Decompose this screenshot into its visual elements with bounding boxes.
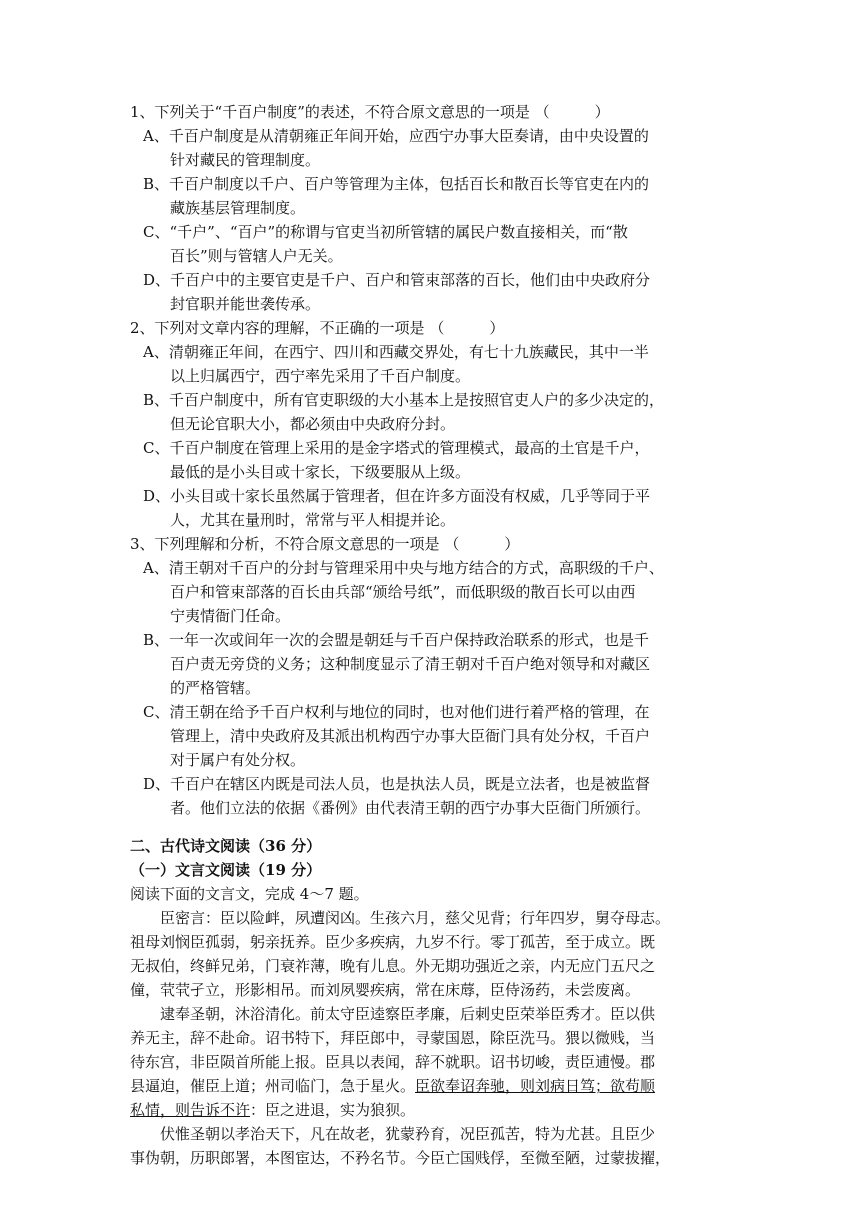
option-line: 封官职并能世袭传承。 — [170, 295, 321, 313]
option-line: 管理上，清中央政府及其派出机构西宁办事大臣衙门具有处分权，千百户 — [170, 727, 651, 745]
option-line: B、千百户制度中，所有官吏职级的大小基本上是按照官吏人户的多少决定的， — [143, 391, 665, 409]
passage-line — [130, 1098, 735, 1122]
underlined-sentence: 臣欲奉诏奔驰，则刘病日笃；欲苟顺 — [415, 1077, 656, 1095]
passage-line: 待东宫，非臣陨首所能上报。臣具以表闻，辞不就职。诏书切峻，责臣逋慢。郡 — [130, 1053, 656, 1071]
passage-text: 县逼迫，催臣上道；州司临门，急于星火。 — [130, 1077, 416, 1095]
underlined-sentence: 私情，则告诉不许 — [130, 1101, 251, 1119]
option-line: D、千百户在辖区内既是司法人员，也是执法人员，既是立法者，也是被监督 — [143, 775, 651, 793]
question-3-option-d — [130, 772, 735, 820]
reading-instruction: 阅读下面的文言文，完成 4～7 题。 — [130, 885, 369, 903]
option-line: 以上归属西宁，西宁率先采用了千百户制度。 — [170, 367, 471, 385]
option-line: D、千百户中的主要官吏是千户、百户和管束部落的百长，他们由中央政府分 — [143, 271, 651, 289]
passage-text: ：臣之进退，实为狼狈。 — [250, 1101, 416, 1119]
passage-line: 僮，茕茕孑立，形影相吊。而刘夙婴疾病，常在床蓐，臣侍汤药，未尝废离。 — [130, 981, 641, 999]
option-line: 百户责无旁贷的义务；这种制度显示了清王朝对千百户绝对领导和对藏区 — [170, 655, 651, 673]
passage-line: 养无主，辞不赴命。诏书特下，拜臣郎中，寻蒙国恩，除臣洗马。猥以微贱，当 — [130, 1029, 656, 1047]
option-line: A、清王朝对千百户的分封与管理采用中央与地方结合的方式，高职级的千户、 — [143, 559, 664, 577]
question-3-option-c — [130, 700, 735, 772]
passage-paragraph-3 — [130, 1122, 735, 1170]
question-2-option-b — [130, 388, 735, 436]
question-2-option-d — [130, 484, 735, 532]
section-gap — [130, 820, 735, 834]
exam-page — [130, 100, 735, 1170]
question-1-stem: 1、下列关于“千百户制度”的表述，不符合原文意思的一项是 （ ） — [130, 103, 610, 121]
option-line: 者。他们立法的依据《番例》由代表清王朝的西宁办事大臣衙门所颁行。 — [170, 799, 651, 817]
passage-line: 逮奉圣朝，沐浴清化。前太守臣逵察臣孝廉，后刺史臣荣举臣秀才。臣以供 — [160, 1005, 656, 1023]
question-3-option-a — [130, 556, 735, 628]
passage-line: 祖母刘悯臣孤弱，躬亲抚养。臣少多疾病，九岁不行。零丁孤苦，至于成立。既 — [130, 933, 656, 951]
question-2-option-a — [130, 340, 735, 388]
option-line: B、一年一次或间年一次的会盟是朝廷与千百户保持政治联系的形式，也是千 — [143, 631, 650, 649]
question-1-option-b — [130, 172, 735, 220]
question-2-option-c — [130, 436, 735, 484]
question-3-stem: 3、下列理解和分析，不符合原文意思的一项是 （ ） — [130, 535, 520, 553]
option-line: B、千百户制度以千户、百户等管理为主体，包括百长和散百长等官吏在内的 — [143, 175, 650, 193]
passage-line: 事伪朝，历职郎署，本图宦达，不矜名节。今臣亡国贱俘，至微至陋，过蒙拔擢， — [130, 1149, 671, 1167]
question-1-option-c — [130, 220, 735, 268]
question-2-stem: 2、下列对文章内容的理解，不正确的一项是 （ ） — [130, 319, 505, 337]
option-line: C、清王朝在给予千百户权利与地位的同时，也对他们进行着严格的管理，在 — [143, 703, 650, 721]
option-line: 百长”则与管辖人户无关。 — [170, 247, 343, 265]
option-line: A、千百户制度是从清朝雍正年间开始，应西宁办事大臣奏请，由中央设置的 — [143, 127, 649, 145]
question-3-option-b — [130, 628, 735, 700]
option-line: 藏族基层管理制度。 — [170, 199, 306, 217]
option-line: 人，尤其在量刑时，常常与平人相提并论。 — [170, 511, 456, 529]
passage-line: 伏惟圣朝以孝治天下，凡在故老，犹蒙矜育，况臣孤苦，特为尤甚。且臣少 — [160, 1125, 656, 1143]
option-line: 的严格管辖。 — [170, 679, 261, 697]
option-line: A、清朝雍正年间，在西宁、四川和西藏交界处，有七十九族藏民，其中一半 — [143, 343, 649, 361]
passage-paragraph-1 — [130, 906, 735, 1002]
option-line: 最低的是小头目或十家长，下级要服从上级。 — [170, 463, 471, 481]
sub-section-heading: （一）文言文阅读（19 分） — [130, 861, 322, 879]
passage-paragraph-2 — [130, 1002, 735, 1122]
option-line: 百户和管束部落的百长由兵部“颁给号纸”，而低职级的散百长可以由西 — [170, 583, 636, 601]
option-line: 但无论官职大小，都必须由中央政府分封。 — [170, 415, 456, 433]
section-heading: 二、古代诗文阅读（36 分） — [130, 837, 322, 855]
option-line: 宁夷情衙门任命。 — [170, 607, 291, 625]
option-line: 针对藏民的管理制度。 — [170, 151, 321, 169]
option-line: D、小头目或十家长虽然属于管理者，但在许多方面没有权威，几乎等同于平 — [143, 487, 651, 505]
passage-line — [130, 1074, 735, 1098]
passage-line: 臣密言：臣以险衅，夙遭闵凶。生孩六月，慈父见背；行年四岁，舅夺母志。 — [160, 909, 671, 927]
question-1-option-d — [130, 268, 735, 316]
option-line: 对于属户有处分权。 — [170, 751, 306, 769]
option-line: C、“千户”、“百户”的称谓与官吏当初所管辖的属民户数直接相关，而“散 — [143, 223, 628, 241]
question-1-option-a — [130, 124, 735, 172]
passage-line: 无叔伯，终鲜兄弟，门衰祚薄，晚有儿息。外无期功强近之亲，内无应门五尺之 — [130, 957, 656, 975]
option-line: C、千百户制度在管理上采用的是金字塔式的管理模式，最高的土官是千户， — [143, 439, 650, 457]
